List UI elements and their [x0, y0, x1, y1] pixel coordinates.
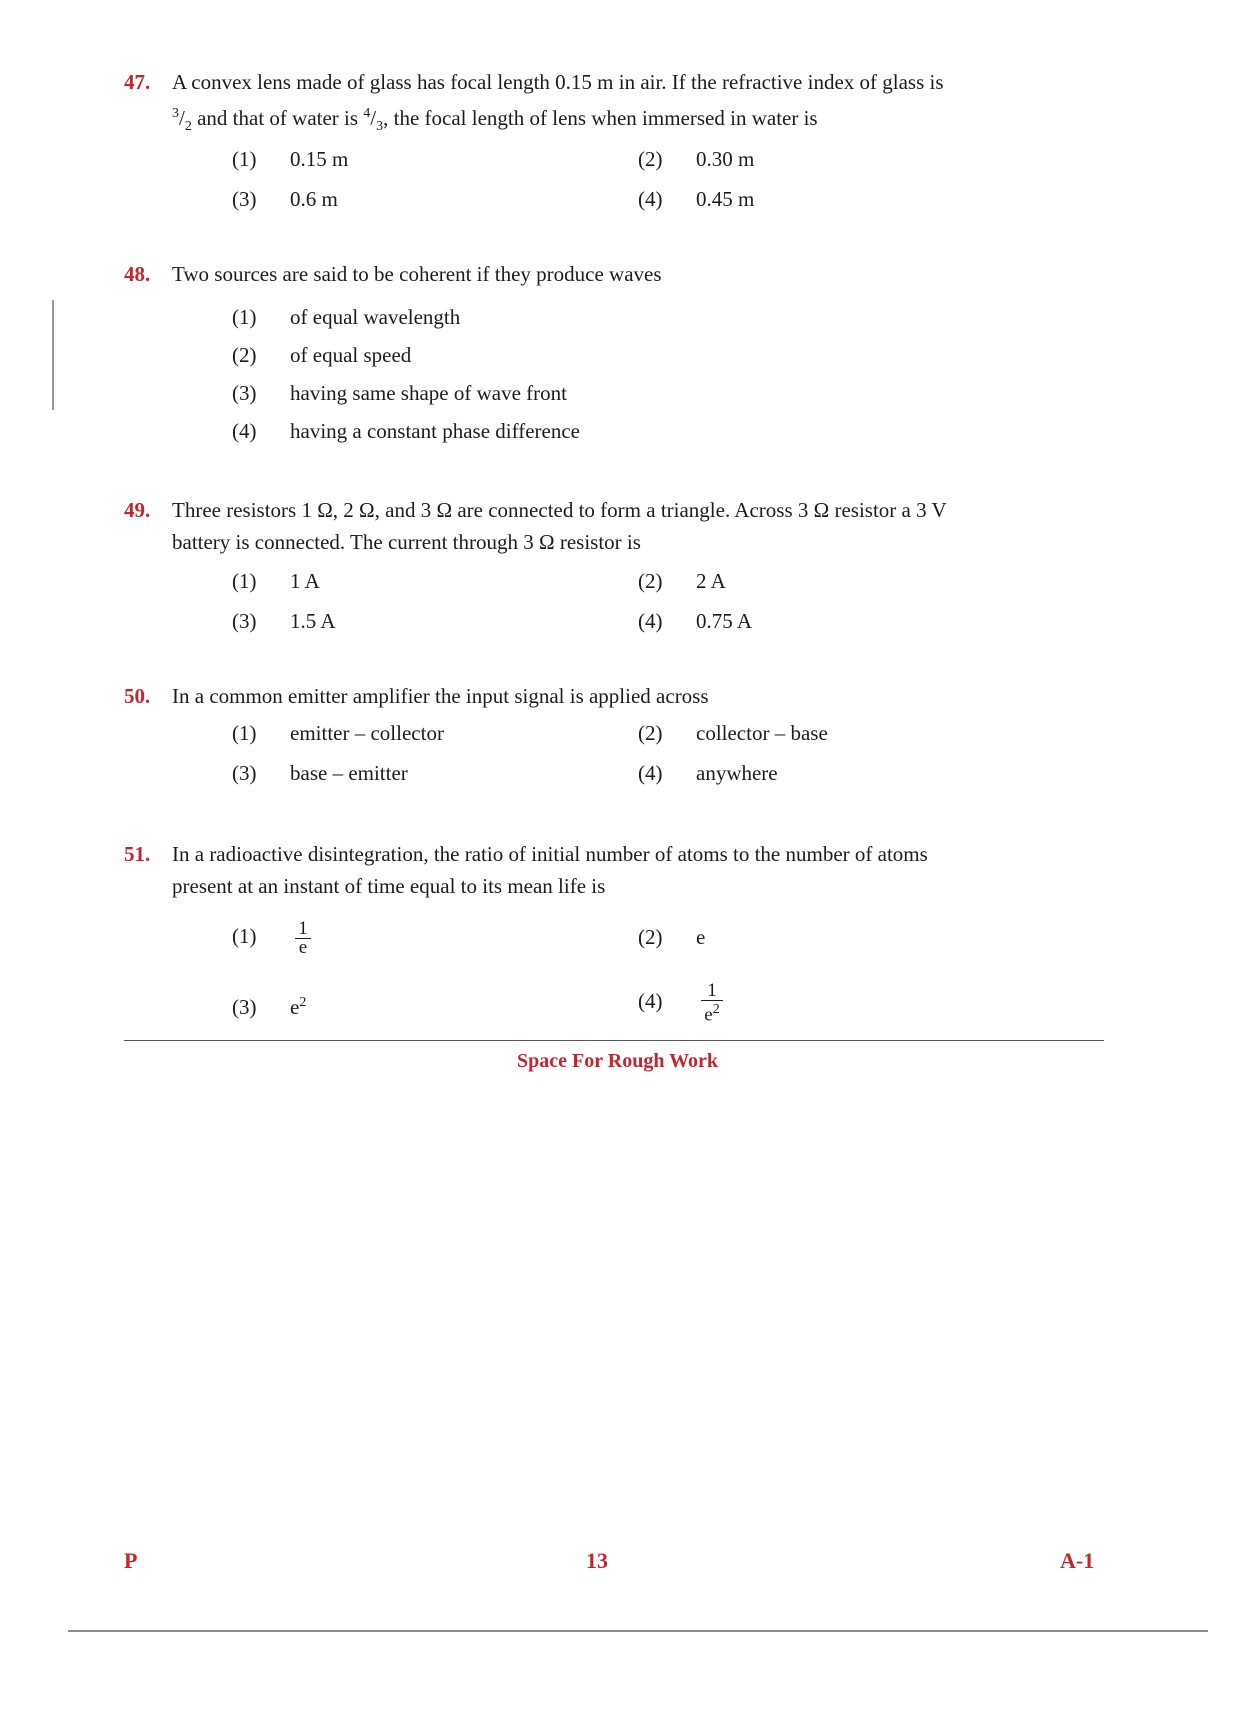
question-text: In a radioactive disintegration, the ratio of initial number of atoms to the number of atoms present at an instant of time equal to its mean life is	[172, 842, 928, 898]
option: (3) base – emitter	[232, 761, 408, 785]
option: (1) $\frac{1}{e}$	[232, 920, 311, 957]
option: (2) collector – base	[638, 721, 828, 745]
option: (1) of equal wavelength	[232, 305, 461, 329]
option: (2) of equal speed	[232, 343, 412, 367]
margin-mark	[52, 300, 54, 410]
question-text: Three resistors 1 Ω, 2 Ω, and 3 Ω are connected to form a triangle. Across 3 Ω resistor a 3 V battery is connected. The current through 3 Ω resistor is	[172, 498, 947, 554]
option: (3) having same shape of wave front	[232, 381, 567, 405]
option: (4) having a constant phase difference	[232, 419, 580, 443]
rough-work-label: Space For Rough Work	[517, 1050, 718, 1072]
option: (2) 0.30 m	[638, 147, 755, 171]
question-text: In a common emitter amplifier the input signal is applied across	[172, 684, 709, 708]
page-number: 13	[586, 1548, 608, 1573]
question-number: 51.	[124, 842, 151, 866]
option: (1) emitter – collector	[232, 721, 444, 745]
fraction: $\frac{1}{e}$	[295, 920, 311, 957]
scan-edge-line	[68, 1630, 1208, 1632]
question-text: A convex lens made of glass has focal length 0.15 m in air. If the refractive index of glass is $^3/_2$ and that of water is $^4/_3$, the focal length of lens when immersed in water is	[172, 70, 944, 135]
option: (3) 0.6 m	[232, 187, 338, 211]
question-number: 47.	[124, 70, 151, 94]
fraction: $\frac{1}{e^2}$	[701, 982, 722, 1024]
option: (2) 2 A	[638, 569, 726, 593]
option: (4) 0.45 m	[638, 187, 755, 211]
option: (2) e	[638, 925, 706, 949]
question-number: 48.	[124, 262, 151, 286]
option: (3) $e^2$	[232, 995, 307, 1019]
footer-set: P	[124, 1548, 138, 1573]
question-text: Two sources are said to be coherent if they produce waves	[172, 262, 662, 286]
question-number: 49.	[124, 498, 151, 522]
option: (4) 0.75 A	[638, 609, 753, 633]
option: (3) 1.5 A	[232, 609, 336, 633]
footer-code: A-1	[1060, 1548, 1095, 1573]
divider	[124, 1040, 1104, 1041]
option: (4) $\frac{1}{e^2}$	[638, 982, 723, 1024]
option: (1) 0.15 m	[232, 147, 349, 171]
option: (1) 1 A	[232, 569, 320, 593]
question-number: 50.	[124, 684, 151, 708]
option: (4) anywhere	[638, 761, 778, 785]
